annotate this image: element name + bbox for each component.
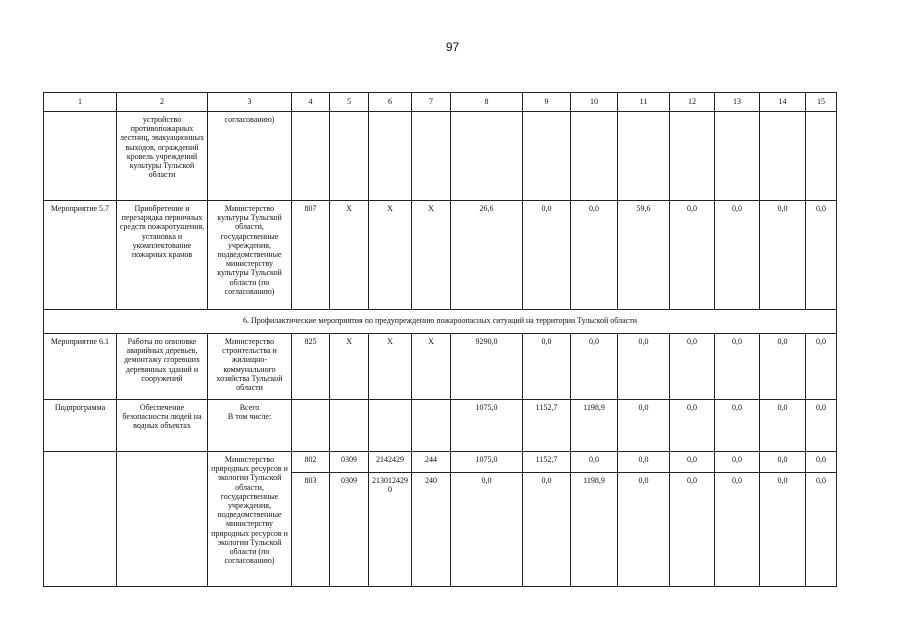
table-cell: 0,0 bbox=[670, 334, 715, 400]
column-header: 3 bbox=[208, 93, 292, 112]
table-cell: Обеспечение безопасности людей на водных объектах bbox=[117, 400, 208, 452]
table-cell: 0,0 bbox=[806, 334, 837, 400]
table-cell: X bbox=[369, 334, 412, 400]
table-cell: устройство противопожарных лестниц, эвакуационных выходов, ограждений кровель учреждений культуры Тульской области bbox=[117, 112, 208, 201]
table-cell: 0,0 bbox=[523, 334, 571, 400]
table-cell: X bbox=[412, 334, 451, 400]
section-heading: 6. Профилактические мероприятия по предупреждению пожароопасных ситуаций на территории Тульской области bbox=[44, 310, 837, 334]
table-cell: 0,0 bbox=[760, 334, 806, 400]
table-cell: 59,6 bbox=[618, 201, 670, 310]
table-cell bbox=[330, 112, 369, 201]
table-cell: 0,0 bbox=[715, 201, 760, 310]
table-cell bbox=[618, 112, 670, 201]
column-header: 15 bbox=[806, 93, 837, 112]
table-cell: 2130124290 bbox=[369, 473, 412, 587]
table-cell: 0,0 bbox=[571, 201, 618, 310]
table-cell: 0,0 bbox=[523, 473, 571, 587]
column-header: 10 bbox=[571, 93, 618, 112]
table-cell: 0,0 bbox=[806, 201, 837, 310]
table-cell: 0309 bbox=[330, 452, 369, 473]
column-header: 11 bbox=[618, 93, 670, 112]
table-cell: 0,0 bbox=[670, 400, 715, 452]
table-cell: Министерство природных ресурсов и экологии Тульской области, государственные учреждения, подведомственные министерству природных ресурсов и экологии Тульской области (по согласованию) bbox=[208, 452, 292, 587]
table-cell: 0,0 bbox=[715, 400, 760, 452]
table-cell: Подпрограмма bbox=[44, 400, 117, 452]
table-cell bbox=[369, 400, 412, 452]
table-cell: X bbox=[330, 334, 369, 400]
table-cell: 0,0 bbox=[670, 452, 715, 473]
table-row-subprogram-802 bbox=[44, 452, 837, 473]
table-cell: 807 bbox=[292, 201, 330, 310]
table-cell: 803 bbox=[292, 473, 330, 587]
table-cell: 1198,9 bbox=[571, 473, 618, 587]
table-cell: 0,0 bbox=[670, 201, 715, 310]
table-header-row bbox=[44, 93, 837, 112]
table-cell: Мероприятие 6.1 bbox=[44, 334, 117, 400]
table-cell bbox=[44, 452, 117, 587]
table-cell bbox=[44, 112, 117, 201]
budget-table bbox=[43, 92, 837, 587]
table-cell bbox=[670, 112, 715, 201]
table-row-continued bbox=[44, 112, 837, 201]
column-header: 9 bbox=[523, 93, 571, 112]
table-cell bbox=[117, 452, 208, 587]
column-header: 8 bbox=[451, 93, 523, 112]
table-cell: 0,0 bbox=[760, 473, 806, 587]
table-cell: 0,0 bbox=[715, 334, 760, 400]
table-cell bbox=[760, 112, 806, 201]
table-cell: 1075,0 bbox=[451, 400, 523, 452]
table-cell: 0,0 bbox=[618, 334, 670, 400]
table-cell: X bbox=[369, 201, 412, 310]
column-header: 6 bbox=[369, 93, 412, 112]
table-cell: 1198,9 bbox=[571, 400, 618, 452]
table-cell: 0,0 bbox=[523, 201, 571, 310]
table-cell: 244 bbox=[412, 452, 451, 473]
table-cell bbox=[292, 400, 330, 452]
table-cell: 0,0 bbox=[451, 473, 523, 587]
table-cell: 0,0 bbox=[760, 452, 806, 473]
table-cell bbox=[523, 112, 571, 201]
column-header: 14 bbox=[760, 93, 806, 112]
table-cell: 0,0 bbox=[806, 452, 837, 473]
column-header: 7 bbox=[412, 93, 451, 112]
table-cell: 825 bbox=[292, 334, 330, 400]
table-cell bbox=[330, 400, 369, 452]
column-header: 5 bbox=[330, 93, 369, 112]
table-cell bbox=[715, 112, 760, 201]
table-cell: 0,0 bbox=[760, 201, 806, 310]
table-cell: 0309 bbox=[330, 473, 369, 587]
section-heading-row bbox=[44, 310, 837, 334]
table-row-subprogram bbox=[44, 400, 837, 452]
table-cell: 26,6 bbox=[451, 201, 523, 310]
column-header: 1 bbox=[44, 93, 117, 112]
table-cell: 0,0 bbox=[618, 400, 670, 452]
table-cell bbox=[292, 112, 330, 201]
table-cell: Министерство культуры Тульской области, государственные учреждения, подведомственные министерству культуры Тульской области (по согласованию) bbox=[208, 201, 292, 310]
page-number: 97 bbox=[445, 40, 460, 54]
table-cell bbox=[412, 112, 451, 201]
table-cell bbox=[412, 400, 451, 452]
table-cell: 0,0 bbox=[618, 452, 670, 473]
table-cell: 2142429 bbox=[369, 452, 412, 473]
table-cell bbox=[369, 112, 412, 201]
table-cell: 1152,7 bbox=[523, 452, 571, 473]
table-cell: 0,0 bbox=[571, 452, 618, 473]
table-cell bbox=[806, 112, 837, 201]
table-cell: 802 bbox=[292, 452, 330, 473]
column-header: 4 bbox=[292, 93, 330, 112]
table-cell: Министерство строительства и жилищно-коммунального хозяйства Тульской области bbox=[208, 334, 292, 400]
table-cell: 0,0 bbox=[806, 473, 837, 587]
table-cell: 240 bbox=[412, 473, 451, 587]
table-cell: X bbox=[330, 201, 369, 310]
table-row-activity-5-7 bbox=[44, 201, 837, 310]
table-cell bbox=[451, 112, 523, 201]
including-label: В том числе: bbox=[227, 412, 272, 422]
table-row-activity-6-1 bbox=[44, 334, 837, 400]
table-cell: 0,0 bbox=[618, 473, 670, 587]
table-cell: 9290,0 bbox=[451, 334, 523, 400]
table-cell: 0,0 bbox=[806, 400, 837, 452]
column-header: 12 bbox=[670, 93, 715, 112]
table-cell: X bbox=[412, 201, 451, 310]
column-header: 13 bbox=[715, 93, 760, 112]
table-cell bbox=[208, 400, 292, 452]
table-cell: 0,0 bbox=[760, 400, 806, 452]
table-cell: Приобретение и перезарядка первичных средств пожаротушения, установка и укомплектование пожарных кранов bbox=[117, 201, 208, 310]
table-cell: 0,0 bbox=[670, 473, 715, 587]
table-cell: 0,0 bbox=[715, 452, 760, 473]
table-cell: 1075,0 bbox=[451, 452, 523, 473]
table-cell: Мероприятие 5.7 bbox=[44, 201, 117, 310]
table-cell: Работы по опиловке аварийных деревьев, демонтажу сгоревших деревянных зданий и сооружений bbox=[117, 334, 208, 400]
column-header: 2 bbox=[117, 93, 208, 112]
table-cell: 1152,7 bbox=[523, 400, 571, 452]
table-cell: 0,0 bbox=[571, 334, 618, 400]
total-label: Всего bbox=[239, 403, 260, 412]
table-cell bbox=[571, 112, 618, 201]
table-cell: согласованию) bbox=[208, 112, 292, 201]
table-cell: 0,0 bbox=[715, 473, 760, 587]
